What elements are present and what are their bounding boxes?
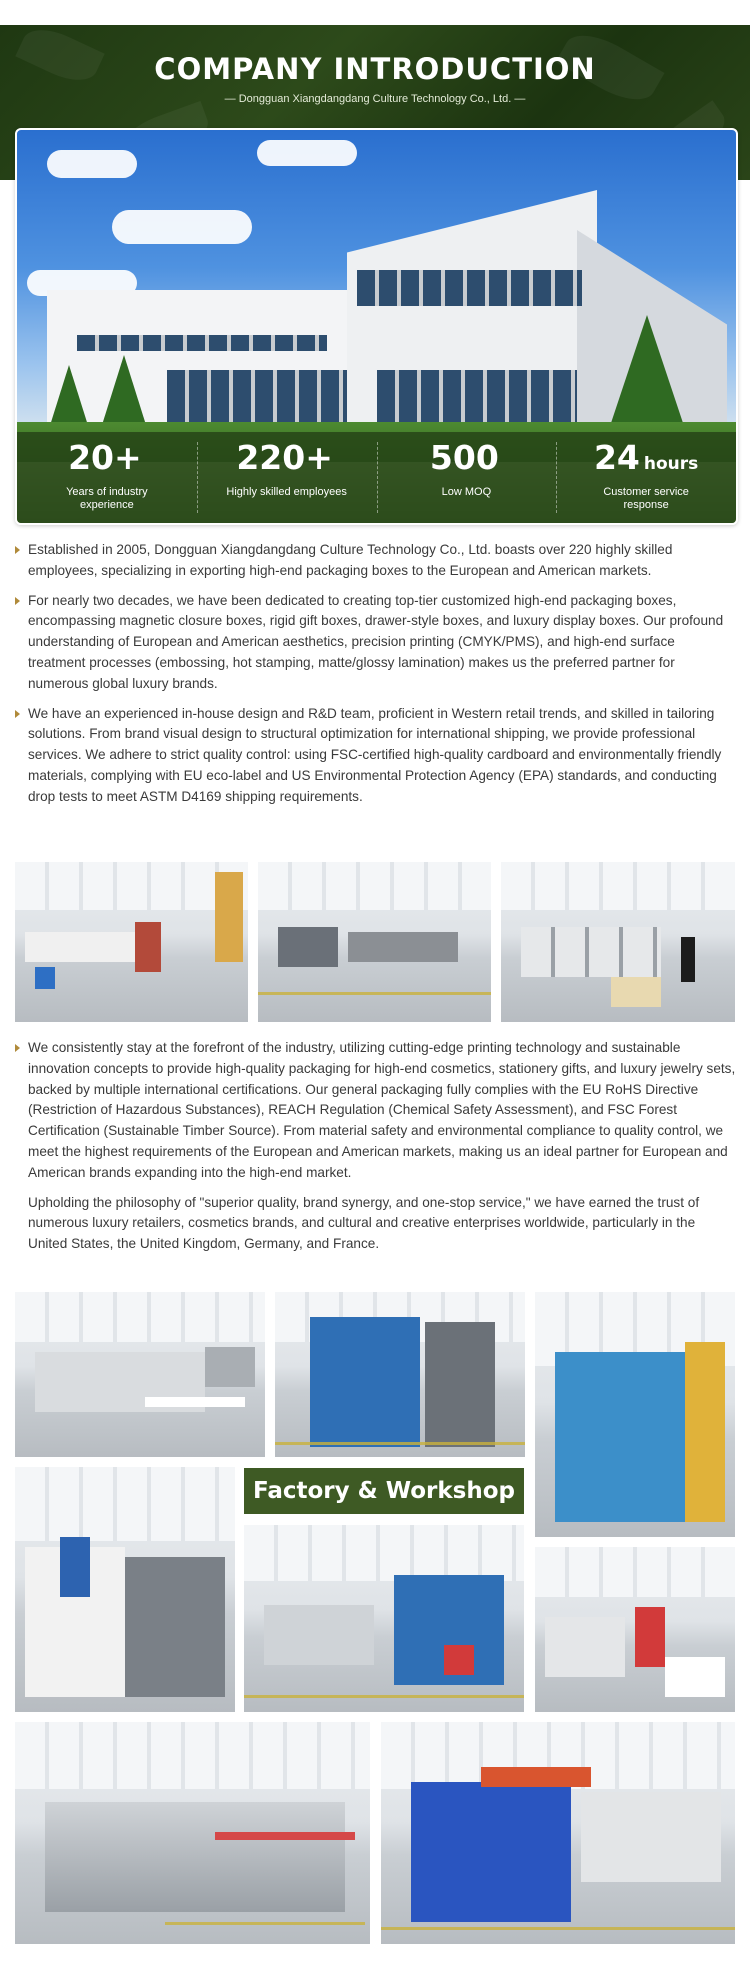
- factory-workshop-banner: Factory & Workshop: [244, 1468, 524, 1514]
- factory-photo: [275, 1292, 525, 1457]
- factory-photo: [535, 1547, 735, 1712]
- workshop-photo: [15, 862, 248, 1022]
- hero-building-photo: [15, 128, 738, 525]
- stat-label: Customer service response: [603, 486, 689, 511]
- windows: [377, 370, 577, 425]
- stat-experience: [17, 432, 197, 523]
- stat-unit: hours: [643, 454, 699, 474]
- cloud: [257, 140, 357, 166]
- stat-value: 24: [593, 438, 640, 477]
- stat-value: 500: [429, 438, 499, 477]
- workshop-photo: [501, 862, 735, 1022]
- factory-photo: [15, 1722, 370, 1944]
- intro-text: [14, 540, 736, 817]
- details-paragraph: Upholding the philosophy of "superior quality, brand synergy, and one-stop service," we have earned the trust of numerous luxury retailers, cosmetics brands, and cultural and creative enterprises worldwide, particularly in the United States, the United Kingdom, Germany, and France.: [28, 1194, 700, 1252]
- page-title: COMPANY INTRODUCTION: [154, 52, 596, 86]
- stats-bar: [17, 432, 736, 523]
- stat-label: Low MOQ: [441, 486, 492, 498]
- factory-photo: [15, 1467, 235, 1712]
- factory-photo: [381, 1722, 735, 1944]
- stat-employees: [197, 432, 377, 523]
- intro-paragraph: Established in 2005, Dongguan Xiangdangdang Culture Technology Co., Ltd. boasts over 220 highly skilled employees, specializing in exporting high-end packaging boxes to the European and American markets.: [14, 540, 736, 582]
- cloud: [47, 150, 137, 178]
- details-text: [14, 1038, 736, 1264]
- factory-photo: [15, 1292, 265, 1457]
- windows: [77, 335, 327, 351]
- stat-moq: [377, 432, 557, 523]
- stat-label: Years of industry experience: [66, 486, 148, 511]
- stat-value: 20+: [68, 438, 142, 477]
- cloud: [112, 210, 252, 244]
- windows: [167, 370, 347, 425]
- stat-label: Highly skilled employees: [226, 486, 347, 498]
- windows: [357, 270, 582, 306]
- intro-paragraph: For nearly two decades, we have been dedicated to creating top-tier customized high-end packaging boxes, encompassing magnetic closure boxes, rigid gift boxes, drawer-style boxes, and luxury display boxes. Our profound understanding of European and American aesthetics, precision printing (CMYK/PMS), and high-end surface treatment processes (embossing, hot stamping, matte/glossy lamination) makes us the preferred partner for numerous global luxury brands.: [14, 591, 736, 695]
- company-subtitle: — Dongguan Xiangdangdang Culture Technology Co., Ltd. —: [224, 93, 526, 105]
- factory-photo: [244, 1525, 524, 1712]
- factory-photo: [535, 1292, 735, 1537]
- stat-value: 220+: [236, 438, 333, 477]
- details-paragraph: We consistently stay at the forefront of the industry, utilizing cutting-edge printing technology and sustainable innovation concepts to provide high-quality packaging for high-end cosmetics, stationery gifts, and luxury jewelry sets, backed by multiple international certifications. Our general packaging fully complies with the EU RoHS Directive (Restriction of Hazardous Substances), REACH Regulation (Chemical Safety Assessment), and FSC Forest Certification (Sustainable Timber Source). From material safety and environmental compliance to quality control, we meet the highest requirements of the European and American markets, making us an ideal partner for European and American brands expanding into the high-end market.: [14, 1038, 736, 1184]
- stat-response: [556, 432, 736, 523]
- workshop-photo: [258, 862, 491, 1022]
- intro-paragraph: We have an experienced in-house design and R&D team, proficient in Western retail trends, and skilled in tailoring solutions. From brand visual design to structural optimization for international shipping, we provide professional services. We adhere to strict quality control: using FSC-certified high-quality cardboard and environmentally friendly materials, complying with EU eco-label and US Environmental Protection Agency (EPA) standards, and conducting drop tests to meet ASTM D4169 shipping requirements.: [14, 704, 736, 808]
- tree: [102, 355, 146, 425]
- tree: [607, 315, 687, 435]
